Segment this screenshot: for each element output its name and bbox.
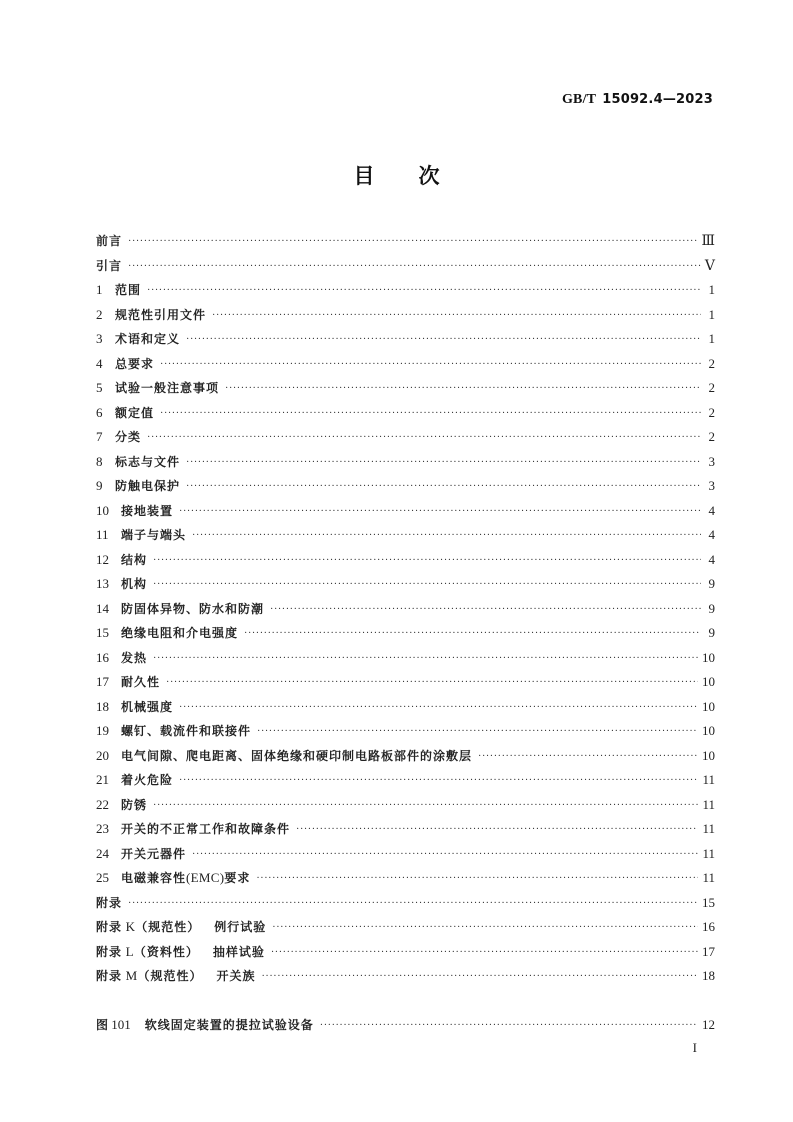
dot-leader [296, 818, 698, 843]
toc-page: 9 [708, 576, 715, 591]
toc-num: 24 [96, 845, 109, 861]
toc-num: 4 [96, 355, 103, 371]
toc-label: 范围 [115, 283, 142, 297]
toc-page: 11 [702, 772, 715, 787]
appendix-prefix [96, 940, 199, 965]
toc-label: 防锈 [121, 797, 148, 812]
toc-entry-clause-13[interactable] [96, 572, 715, 597]
toc-entry-figure-101[interactable] [96, 1013, 715, 1038]
toc-label: 规范性引用文件 [115, 307, 207, 322]
toc-label: 防固体异物、防水和防潮 [121, 601, 265, 616]
dot-leader [256, 867, 698, 892]
toc-page: Ⅲ [701, 234, 715, 249]
figure-number: 101 [108, 1017, 131, 1032]
dot-leader [186, 451, 701, 476]
dot-leader [271, 941, 698, 966]
dot-leader [153, 794, 698, 819]
appendix-letter: L [122, 943, 134, 959]
toc-label: 标志与文件 [115, 454, 181, 469]
dot-leader [179, 769, 698, 794]
toc-label: 电气间隙、爬电距离、固体绝缘和硬印制电路板部件的涂敷层 [121, 748, 473, 763]
toc-entry-clause-7[interactable] [96, 425, 715, 450]
toc-entry-clause-5[interactable] [96, 376, 715, 401]
dot-leader [153, 573, 701, 598]
toc-page: 18 [702, 968, 715, 983]
toc-label: 螺钉、载流件和联接件 [121, 724, 252, 738]
toc-num: 21 [96, 772, 109, 787]
toc-entry-clause-9[interactable] [96, 474, 715, 499]
appendix-letter: K [122, 919, 136, 934]
toc-label: 抽样试验 [212, 944, 265, 959]
toc-page: 3 [708, 453, 715, 469]
toc-label: 试验一般注意事项 [115, 381, 220, 395]
toc-num: 13 [96, 576, 109, 591]
appendix-word: 附录 [96, 944, 123, 959]
toc-page: 3 [708, 478, 715, 493]
standard-number: 15092.4—2023 [602, 92, 713, 107]
toc-entry-clause-12[interactable] [96, 548, 715, 573]
dot-leader [147, 426, 701, 451]
dot-leader [128, 230, 697, 255]
toc-entry-clause-11[interactable] [96, 523, 715, 548]
toc-label: 开关族 [216, 969, 256, 983]
toc-label: 分类 [115, 430, 142, 444]
dot-leader [179, 696, 698, 721]
toc-label [121, 866, 250, 891]
page-number: I [692, 1040, 697, 1055]
toc-label: 开关元器件 [121, 846, 187, 861]
page-title [0, 160, 793, 190]
toc-label-suffix: 要求 [224, 871, 251, 885]
dot-leader [478, 745, 698, 770]
list-of-figures [96, 1013, 715, 1038]
toc-entry-introduction[interactable] [96, 254, 715, 279]
toc-num: 25 [96, 870, 109, 885]
toc-num: 12 [96, 551, 109, 567]
toc-entry-clause-17[interactable] [96, 670, 715, 695]
toc-label: 着火危险 [121, 773, 174, 787]
toc-page: 11 [702, 821, 715, 836]
table-of-contents [96, 229, 715, 989]
toc-entry-clause-21[interactable] [96, 768, 715, 793]
dot-leader [192, 843, 698, 868]
toc-entry-foreword[interactable] [96, 229, 715, 254]
toc-num: 5 [96, 380, 103, 395]
toc-page: 1 [708, 306, 715, 322]
toc-num: 18 [96, 698, 109, 714]
toc-label: 机械强度 [121, 699, 174, 714]
figure-word: 图 [96, 1018, 109, 1032]
toc-num: 11 [96, 527, 109, 542]
toc-page: 4 [708, 502, 715, 518]
toc-num: 3 [96, 331, 103, 346]
toc-label: 发热 [121, 650, 148, 665]
dot-leader [160, 353, 701, 378]
toc-page: 11 [702, 870, 715, 885]
toc-label: 耐久性 [121, 675, 161, 689]
dot-leader [244, 622, 701, 647]
dot-leader [225, 377, 701, 402]
toc-entry-appendix-k[interactable] [96, 915, 715, 940]
toc-num: 10 [96, 502, 109, 518]
toc-entry-clause-23[interactable] [96, 817, 715, 842]
toc-num: 8 [96, 453, 103, 469]
appendix-word: 附录 [96, 969, 123, 983]
toc-label: 引言 [96, 258, 123, 273]
toc-entry-clause-1[interactable] [96, 278, 715, 303]
toc-page: 2 [708, 404, 715, 420]
dot-leader [192, 524, 701, 549]
toc-entry-clause-19[interactable] [96, 719, 715, 744]
dot-leader [179, 500, 701, 525]
toc-num: 14 [96, 600, 109, 616]
toc-entry-clause-22[interactable] [96, 793, 715, 818]
dot-leader [320, 1014, 698, 1039]
dot-leader [261, 965, 698, 990]
appendix-type: （规范性） [135, 920, 201, 934]
toc-page: 10 [702, 747, 715, 763]
toc-num: 15 [96, 625, 109, 640]
toc-page: 10 [702, 649, 715, 665]
toc-label-abbrev: (EMC) [186, 870, 225, 885]
toc-label: 防触电保护 [115, 479, 181, 493]
toc-entry-clause-3[interactable] [96, 327, 715, 352]
toc-page: 15 [702, 894, 715, 910]
toc-num: 2 [96, 306, 103, 322]
toc-entry-clause-10[interactable] [96, 499, 715, 524]
toc-page: 17 [702, 943, 715, 959]
toc-page: 2 [708, 355, 715, 371]
toc-label: 额定值 [115, 405, 155, 420]
toc-entry-clause-16[interactable] [96, 646, 715, 671]
toc-page: 1 [708, 282, 715, 297]
dot-leader [270, 598, 701, 623]
toc-entry-clause-24[interactable] [96, 842, 715, 867]
toc-num: 16 [96, 649, 109, 665]
toc-label: 总要求 [115, 356, 155, 371]
toc-page: 10 [702, 698, 715, 714]
toc-label: 软线固定装置的提拉试验设备 [144, 1018, 314, 1032]
toc-label: 端子与端头 [121, 528, 187, 542]
toc-num: 7 [96, 429, 103, 444]
toc-page: 4 [708, 551, 715, 567]
toc-label: 机构 [121, 577, 148, 591]
toc-num: 19 [96, 723, 109, 738]
dot-leader [160, 402, 701, 427]
toc-entry-clause-20[interactable] [96, 744, 715, 769]
toc-entry-clause-4[interactable] [96, 352, 715, 377]
dot-leader [153, 549, 701, 574]
dot-leader [153, 647, 698, 672]
toc-num: 23 [96, 821, 109, 836]
toc-page: 4 [708, 527, 715, 542]
title-char-1: 目 [353, 164, 375, 188]
toc-page: 9 [708, 600, 715, 616]
dot-leader [272, 916, 698, 941]
toc-entry-appendix-m[interactable] [96, 964, 715, 989]
toc-num: 20 [96, 747, 109, 763]
toc-page: 11 [702, 796, 715, 812]
toc-entry-clause-15[interactable] [96, 621, 715, 646]
toc-page: 16 [702, 919, 715, 934]
toc-page: 1 [708, 331, 715, 346]
dot-leader [186, 328, 701, 353]
toc-label: 接地装置 [121, 503, 174, 518]
toc-page: 2 [708, 380, 715, 395]
toc-page: Ⅴ [704, 258, 715, 274]
toc-entry-clause-6[interactable] [96, 401, 715, 426]
dot-leader [128, 255, 701, 280]
appendix-letter: M [122, 968, 138, 983]
toc-label: 结构 [121, 552, 148, 567]
toc-page: 9 [708, 625, 715, 640]
dot-leader [147, 279, 701, 304]
toc-num: 22 [96, 796, 109, 812]
toc-label: 绝缘电阻和介电强度 [121, 626, 239, 640]
toc-entry-appendix-l[interactable] [96, 940, 715, 965]
toc-num: 1 [96, 282, 103, 297]
title-char-2: 次 [418, 164, 440, 188]
toc-num: 9 [96, 478, 103, 493]
appendix-word: 附录 [96, 920, 123, 934]
toc-label: 前言 [96, 234, 123, 248]
toc-entry-clause-14[interactable] [96, 597, 715, 622]
toc-entry-clause-25[interactable] [96, 866, 715, 891]
appendix-type: （资料性） [133, 944, 199, 959]
figure-prefix [96, 1013, 131, 1038]
toc-label: 开关的不正常工作和故障条件 [121, 822, 291, 836]
toc-label: 例行试验 [214, 920, 267, 934]
toc-page: 11 [702, 845, 715, 861]
dot-leader [257, 720, 698, 745]
standard-code [562, 92, 713, 108]
dot-leader [128, 892, 698, 917]
toc-entry-clause-18[interactable] [96, 695, 715, 720]
toc-entry-appendix[interactable] [96, 891, 715, 916]
toc-label: 术语和定义 [115, 332, 181, 346]
dot-leader [166, 671, 698, 696]
toc-entry-clause-8[interactable] [96, 450, 715, 475]
toc-page: 10 [702, 723, 715, 738]
toc-num: 17 [96, 674, 109, 689]
toc-page: 12 [702, 1017, 715, 1032]
toc-label-main: 电磁兼容性 [121, 871, 187, 885]
dot-leader [186, 475, 701, 500]
toc-entry-clause-2[interactable] [96, 303, 715, 328]
toc-page: 10 [702, 674, 715, 689]
appendix-type: （规范性） [137, 969, 203, 983]
appendix-prefix [96, 915, 200, 940]
toc-num: 6 [96, 404, 103, 420]
toc-label: 附录 [96, 895, 123, 910]
standard-prefix: GB/T [561, 92, 597, 107]
toc-page: 2 [708, 429, 715, 444]
dot-leader [212, 304, 701, 329]
appendix-prefix [96, 964, 202, 989]
